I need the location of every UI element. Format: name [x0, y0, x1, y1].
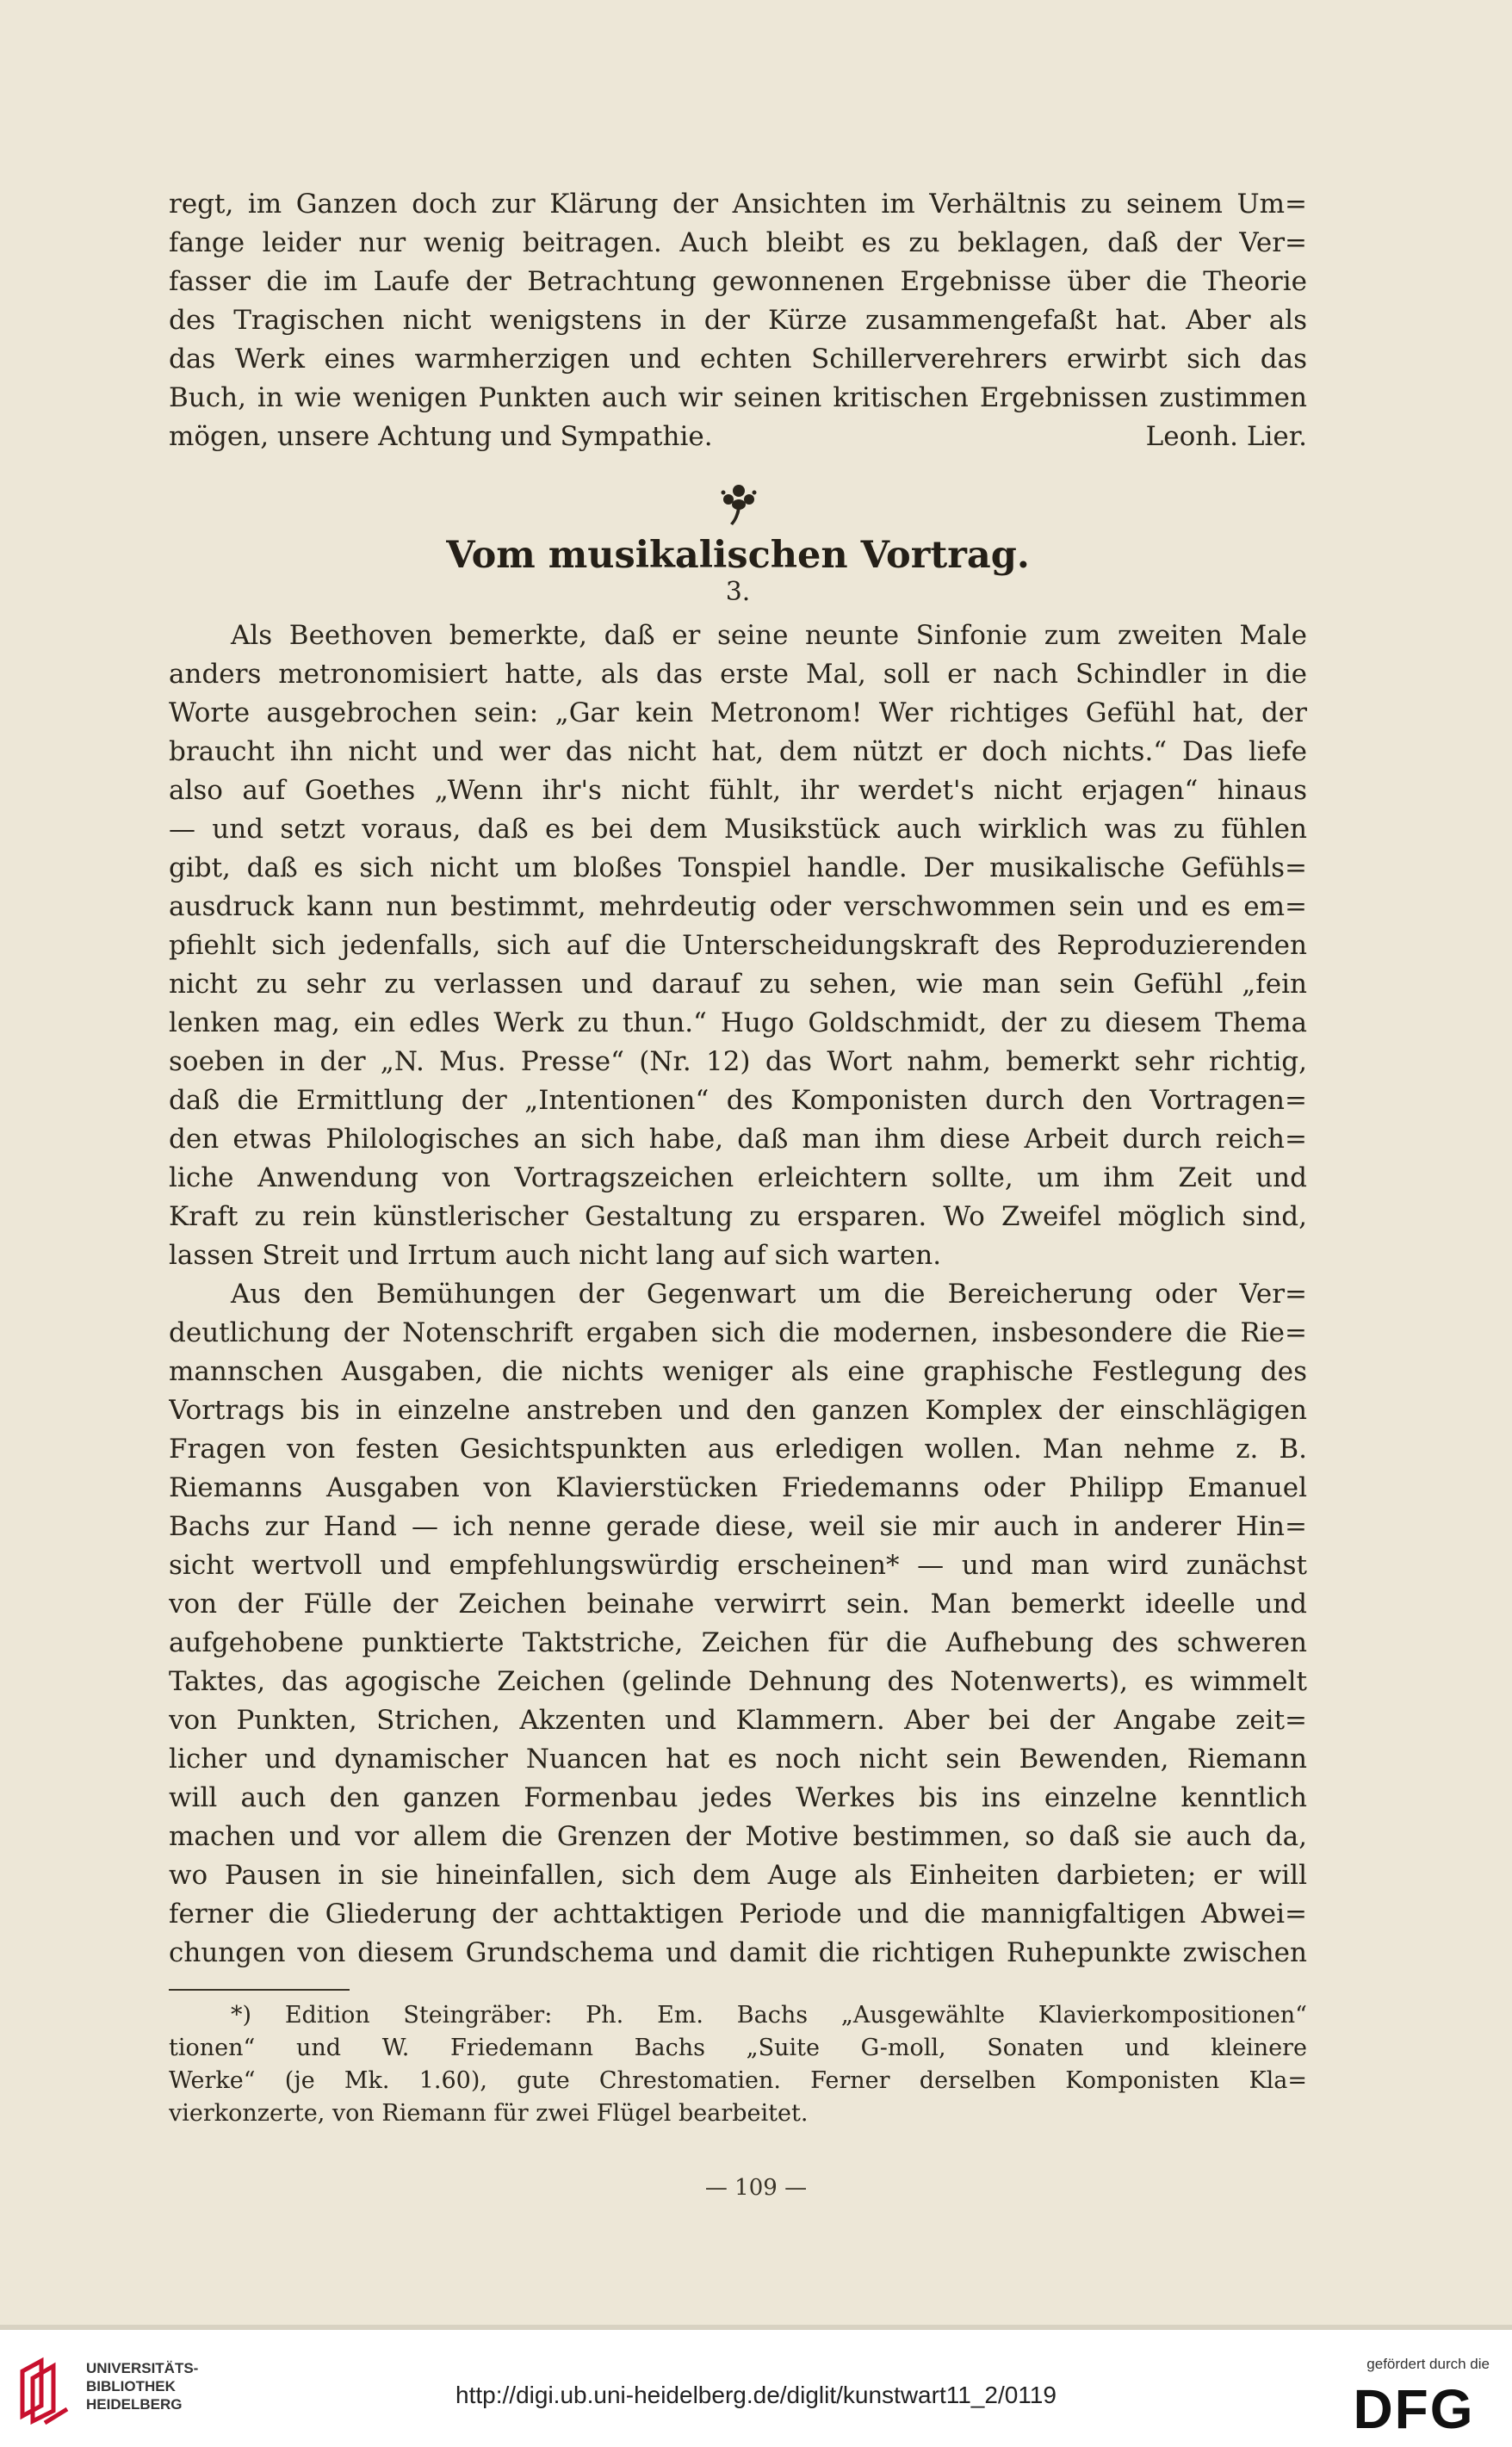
paragraph-line: pfiehlt sich jedenfalls, sich auf die Unterscheidungskraft des Reproduzierenden [169, 930, 1307, 961]
paragraph-line: ausdruck kann nun bestimmt, mehrdeutig oder verschwommen sein und es em= [169, 891, 1307, 922]
review-line: Buch, in wie wenigen Punkten auch wir seinen kritischen Ergebnissen zustimmen [169, 382, 1307, 413]
paragraph-line: Worte ausgebrochen sein: „Gar kein Metronom! Wer richtiges Gefühl hat, der [169, 697, 1307, 728]
review-line: fasser die im Laufe der Betrachtung gewonnenen Ergebnisse über die Theorie [169, 266, 1307, 297]
review-line: des Tragischen nicht wenigstens in der Kürze zusammengefaßt hat. Aber als [169, 305, 1307, 336]
footnote-divider [169, 1989, 350, 1991]
paragraph-line: Aus den Bemühungen der Gegenwart um die Bereicherung oder Ver= [231, 1279, 1307, 1310]
fleuron-ornament-icon [713, 479, 765, 530]
paragraph-line: Bachs zur Hand — ich nenne gerade diese, weil sie mir auch in anderer Hin= [169, 1511, 1307, 1542]
paragraph-line: braucht ihn nicht und wer das nicht hat, dem nützt er doch nichts.“ Das liefe [169, 736, 1307, 767]
paragraph-line: machen und vor allem die Grenzen der Motive bestimmen, so daß sie auch da, [169, 1821, 1307, 1852]
paragraph-line: sicht wertvoll und empfehlungswürdig erscheinen* — und man wird zunächst [169, 1550, 1307, 1581]
paragraph-line: von Punkten, Strichen, Akzenten und Klammern. Aber bei der Angabe zeit= [169, 1705, 1307, 1736]
dfg-wordmark: DFG [1353, 2380, 1475, 2435]
paragraph-line: licher und dynamischer Nuancen hat es noch nicht sein Bewenden, Riemann [169, 1744, 1307, 1775]
dfg-logo-icon[interactable] [1338, 2380, 1490, 2435]
review-line: mögen, unsere Achtung und Sympathie. [169, 421, 713, 452]
funding-note: gefördert durch die [1366, 2356, 1490, 2372]
paragraph-line: nicht zu sehr zu verlassen und darauf zu sehen, wie man sein Gefühl „fein [169, 969, 1307, 1000]
paragraph-line: wo Pausen in sie hineinfallen, sich dem Auge als Einheiten darbieten; er will [169, 1860, 1307, 1891]
paragraph-line: ferner die Gliederung der achttaktigen Periode und die mannigfaltigen Abwei= [169, 1899, 1307, 1930]
paragraph-line: deutlichung der Notenschrift ergaben sich die modernen, insbesondere die Rie= [169, 1317, 1307, 1348]
article-paragraph-1 [169, 616, 1307, 1275]
viewer-footer [0, 2330, 1512, 2447]
review-ending [169, 185, 1307, 456]
paragraph-line: also auf Goethes „Wenn ihr's nicht fühlt, ihr werdet's nicht erjagen“ hinaus [169, 775, 1307, 806]
paragraph-line: mannschen Ausgaben, die nichts weniger als eine graphische Festlegung des [169, 1356, 1307, 1387]
paragraph-line: lassen Streit und Irrtum auch nicht lang auf sich warten. [169, 1240, 942, 1271]
paragraph-line: lenken mag, ein edles Werk zu thun.“ Hugo Goldschmidt, der zu diesem Thema [169, 1007, 1307, 1038]
paragraph-line: soeben in der „N. Mus. Presse“ (Nr. 12) das Wort nahm, bemerkt sehr richtig, [169, 1046, 1307, 1077]
footnote-line: Werke“ (je Mk. 1.60), gute Chrestomatien. Ferner derselben Komponisten Kla= [169, 2067, 1307, 2094]
paragraph-line: den etwas Philologisches an sich habe, daß man ihm diese Arbeit durch reich= [169, 1124, 1307, 1155]
paragraph-line: — und setzt voraus, daß es bei dem Musikstück auch wirklich was zu fühlen [169, 814, 1307, 845]
page-number: — 109 — [704, 2175, 808, 2201]
paragraph-line: Als Beethoven bemerkte, daß er seine neunte Sinfonie zum zweiten Male [231, 620, 1307, 651]
review-line: regt, im Ganzen doch zur Klärung der Ansichten im Verhältnis zu seinem Um= [169, 189, 1307, 220]
article-paragraph-2 [169, 1275, 1307, 1973]
review-last-line [169, 418, 1307, 456]
library-name[interactable]: UNIVERSITÄTS- BIBLIOTHEK HEIDELBERG [86, 2360, 199, 2413]
review-author: Leonh. Lier. [1145, 421, 1307, 452]
paragraph-line: Fragen von festen Gesichtspunkten aus erledigen wollen. Man nehme z. B. [169, 1434, 1307, 1465]
article-number: 3. [725, 577, 751, 607]
paragraph-line: liche Anwendung von Vortragszeichen erleichtern sollte, um ihm Zeit und [169, 1162, 1307, 1193]
paragraph-line: daß die Ermittlung der „Intentionen“ des Komponisten durch den Vortragen= [169, 1085, 1307, 1116]
paragraph-line: chungen von diesem Grundschema und damit die richtigen Ruhepunkte zwischen [169, 1937, 1307, 1968]
review-line: fange leider nur wenig beitragen. Auch bleibt es zu beklagen, daß der Ver= [169, 227, 1307, 258]
article-title: Vom musikalischen Vortrag. [446, 534, 1030, 577]
review-line: das Werk eines warmherzigen und echten Schillerverehrers erwirbt sich das [169, 344, 1307, 375]
paragraph-line: Riemanns Ausgaben von Klavierstücken Friedemanns oder Philipp Emanuel [169, 1472, 1307, 1503]
paragraph-line: aufgehobene punktierte Taktstriche, Zeichen für die Aufhebung des schweren [169, 1627, 1307, 1658]
footnote [169, 1999, 1307, 2130]
permalink-url[interactable]: http://digi.ub.uni-heidelberg.de/diglit/kunstwart11_2/0119 [455, 2382, 1057, 2408]
paragraph-line: Kraft zu rein künstlerischer Gestaltung zu ersparen. Wo Zweifel möglich sind, [169, 1201, 1307, 1232]
paragraph-line: Vortrags bis in einzelne anstreben und den ganzen Komplex der einschlägigen [169, 1395, 1307, 1426]
paragraph-line: anders metronomisiert hatte, als das erste Mal, soll er nach Schindler in die [169, 659, 1307, 690]
footnote-line: tionen“ und W. Friedemann Bachs „Suite G-moll, Sonaten und kleinere [169, 2035, 1307, 2061]
footnote-line: vierkonzerte, von Riemann für zwei Flügel bearbeitet. [169, 2100, 809, 2127]
paragraph-line: gibt, daß es sich nicht um bloßes Tonspiel handle. Der musikalische Gefühls= [169, 852, 1307, 883]
paragraph-line: Taktes, das agogische Zeichen (gelinde Dehnung des Notenwerts), es wimmelt [169, 1666, 1307, 1697]
paragraph-line: will auch den ganzen Formenbau jedes Werkes bis ins einzelne kenntlich [169, 1782, 1307, 1813]
footnote-line: *) Edition Steingräber: Ph. Em. Bachs „Ausgewählte Klavierkompositionen“ [231, 2002, 1307, 2029]
paragraph-line: von der Fülle der Zeichen beinahe verwirrt sein. Man bemerkt ideelle und [169, 1589, 1307, 1620]
